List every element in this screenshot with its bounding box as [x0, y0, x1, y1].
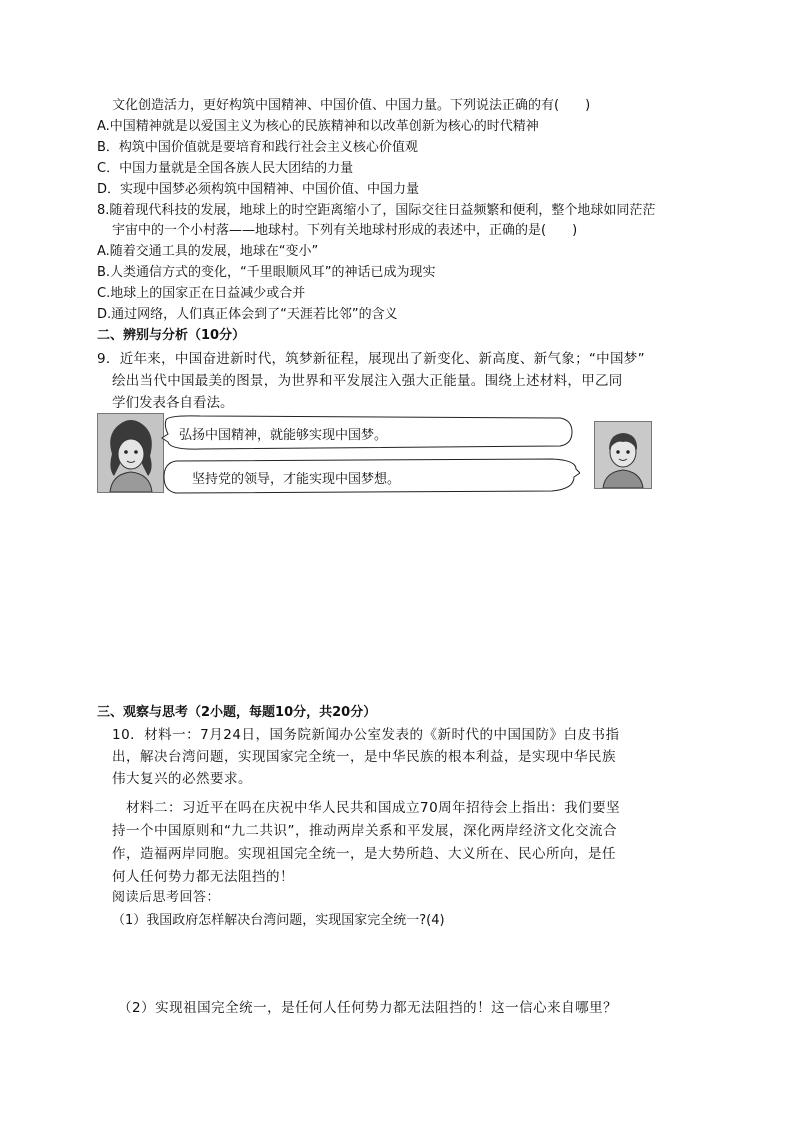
q8-option-b: B.人类通信方式的变化，“千里眼顺风耳”的神话已成为现实 — [97, 265, 436, 280]
speech-bubble-2 — [162, 455, 580, 497]
q10-line2: 出，解决台湾问题，实现国家完全统一，是中华民族的根本利益，是实现中华民族 — [112, 749, 616, 765]
q10-line8: 阅读后思考回答： — [112, 890, 221, 905]
q10-sub2: （2）实现祖国完全统一，是任何人任何势力都无法阻挡的！这一信心来自哪里？ — [118, 1000, 618, 1016]
q7-option-d: D．实现中国梦必须构筑中国精神、中国价值、中国力量 — [97, 182, 420, 197]
q7-option-a: A.中国精神就是以爱国主义为核心的民族精神和以改革创新为核心的时代精神 — [97, 119, 539, 134]
section3-title: 三、观察与思考（2小题，每题10分，共20分） — [97, 705, 377, 720]
girl-avatar — [97, 413, 164, 493]
speech-bubble-1 — [160, 412, 575, 454]
q10-line7: 何人任何势力都无法阻挡的！ — [112, 869, 294, 885]
q10-sub1: （1）我国政府怎样解决台湾问题，实现国家完全统一?(4) — [112, 913, 445, 928]
q9-line3: 学们发表各自看法。 — [112, 395, 234, 411]
q7-stem: 文化创造活力，更好构筑中国精神、中国价值、中国力量。下列说法正确的有( ) — [112, 98, 591, 113]
q9-line2: 绘出当代中国最美的图景，为世界和平发展注入强大正能量。围绕上述材料，甲乙同 — [112, 373, 623, 389]
q8-option-c: C.地球上的国家正在日益减少或合并 — [97, 286, 306, 301]
boy-avatar — [594, 421, 652, 489]
q8-stem-line1: 8.随着现代科技的发展，地球上的时空距离缩小了，国际交往日益频繁和便利，整个地球如同茫茫 — [97, 203, 656, 218]
q10-line5: 持一个中国原则和“九二共识”，推动两岸关系和平发展，深化两岸经济文化交流合 — [112, 823, 617, 839]
speech-bubble-1-text: 弘扬中国精神，就能够实现中国梦。 — [179, 428, 388, 443]
q10-line6: 作，造福两岸同胞。实现祖国完全统一，是大势所趋、大义所在、民心所向，是任 — [112, 846, 616, 862]
speech-bubble-2-text: 坚持党的领导，才能实现中国梦想。 — [192, 472, 401, 487]
q8-option-d: D.通过网络，人们真正体会到了“天涯若比邻”的含义 — [97, 307, 398, 322]
q10-line3: 伟大复兴的必然要求。 — [112, 771, 252, 787]
q7-option-b: B．构筑中国价值就是要培育和践行社会主义核心价值观 — [97, 140, 418, 155]
q10-line1: 10．材料一：7月24日，国务院新闻办公室发表的《新时代的中国国防》白皮书指 — [112, 727, 620, 743]
girl-face-icon — [98, 414, 163, 492]
q7-option-c: C．中国力量就是全国各族人民大团结的力量 — [97, 161, 354, 176]
q8-stem-line2: 宇宙中的一个小村落——地球村。下列有关地球村形成的表述中，正确的是( ) — [112, 223, 578, 238]
q9-line1: 9．近年来，中国奋进新时代，筑梦新征程，展现出了新变化、新高度、新气象；“中国梦” — [97, 351, 645, 367]
section2-title: 二、辨别与分析（10分） — [97, 328, 246, 343]
q8-option-a: A.随着交通工具的发展，地球在“变小” — [97, 244, 319, 259]
q10-line4: 材料二：习近平在吗在庆祝中华人民共和国成立70周年招待会上指出：我们要坚 — [112, 800, 621, 816]
boy-face-icon — [595, 422, 651, 488]
